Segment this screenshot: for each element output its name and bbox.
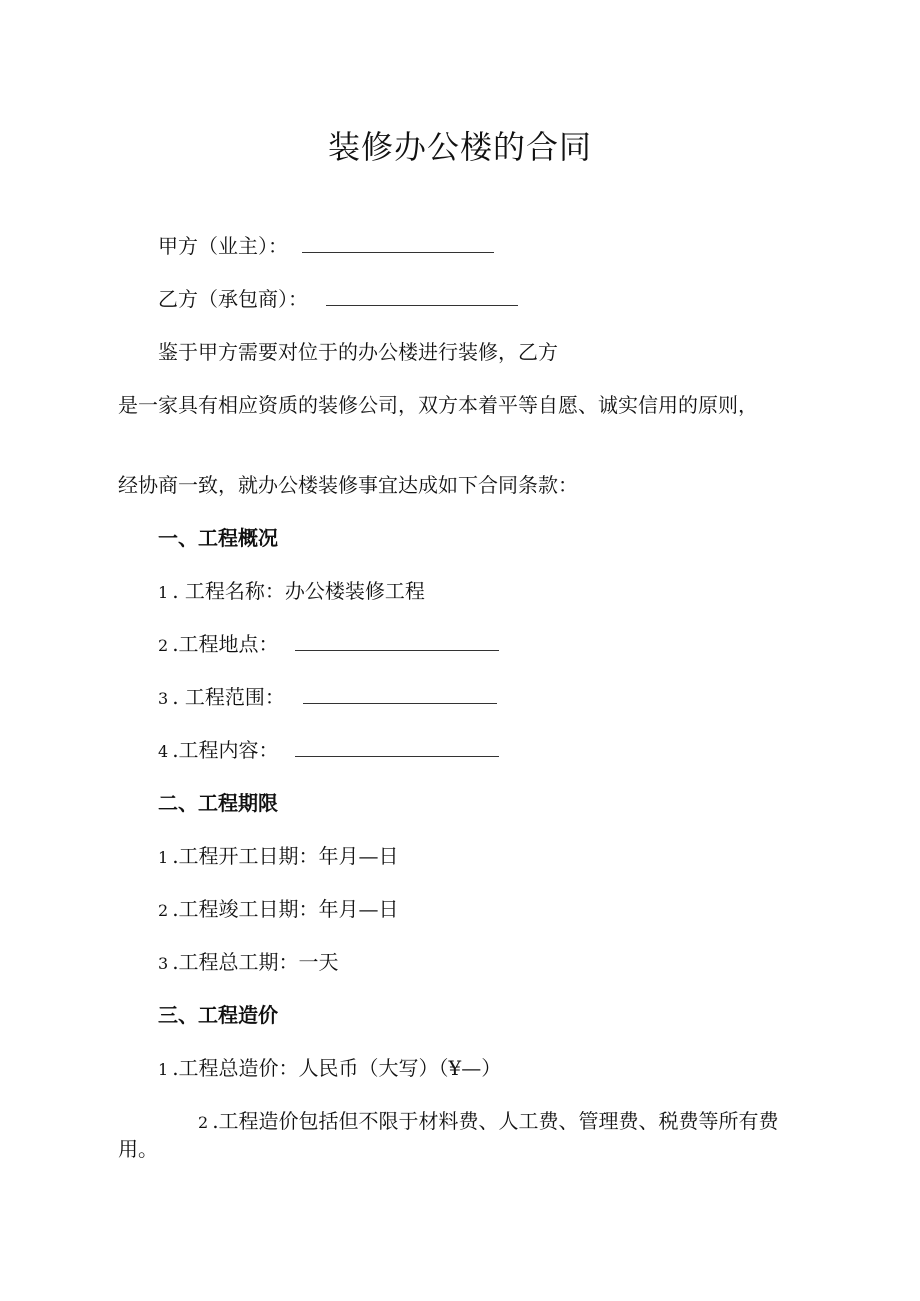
section-heading-period: 二、工程期限 [158,791,278,815]
clause-text: .工程地点： [172,632,279,656]
content-blank [295,738,499,757]
clause-project-content [158,737,499,765]
clause-number: 1 [158,1060,169,1079]
location-blank [295,632,499,651]
clause-text: . 工程范围： [172,685,285,709]
clause-number: 1 [158,848,169,867]
clause-text: .工程总工期：一天 [172,950,339,974]
clause-start-date [158,843,399,871]
document-title: 装修办公楼的合同 [327,128,592,166]
clause-number: 4 [158,742,169,761]
clause-number: 3 [158,954,169,973]
clause-number: 2 [158,636,169,655]
preamble-line-3: 经协商一致，就办公楼装修事宜达成如下合同条款： [118,473,578,497]
party-b-blank [326,287,518,306]
clause-project-scope [158,684,497,712]
party-b-label: 乙方（承包商）： [158,287,308,311]
preamble-line-2: 是一家具有相应资质的装修公司，双方本着平等自愿、诚实信用的原则， [118,393,758,417]
section-heading-overview: 一、工程概况 [158,526,278,550]
party-a-line [158,233,494,259]
party-a-blank [302,234,494,253]
clause-project-location [158,631,499,659]
clause-number: 3 [158,689,169,708]
clause-project-name [158,578,425,606]
clause-total-duration [158,949,339,977]
clause-text: .工程竣工日期：年月—日 [172,897,399,921]
section-heading-price: 三、工程造价 [158,1003,278,1027]
preamble-line-1: 鉴于甲方需要对位于的办公楼进行装修，乙方 [158,340,558,364]
party-a-label: 甲方（业主）： [158,234,288,258]
clause-text: .工程造价包括但不限于材料费、人工费、管理费、税费等所有费用。 [118,1109,779,1161]
clause-completion-date [158,896,399,924]
clause-number: 2 [158,901,169,920]
clause-text: . 工程名称：办公楼装修工程 [172,579,425,603]
clause-text: .工程内容： [172,738,279,762]
clause-price-includes [118,1108,808,1162]
clause-text: .工程总造价：人民币（大写）（¥—） [172,1056,502,1080]
clause-text: .工程开工日期：年月—日 [172,844,399,868]
clause-total-price [158,1055,501,1083]
scope-blank [303,685,497,704]
party-b-line [158,286,518,312]
clause-number: 1 [158,583,169,602]
clause-number: 2 [198,1113,209,1132]
